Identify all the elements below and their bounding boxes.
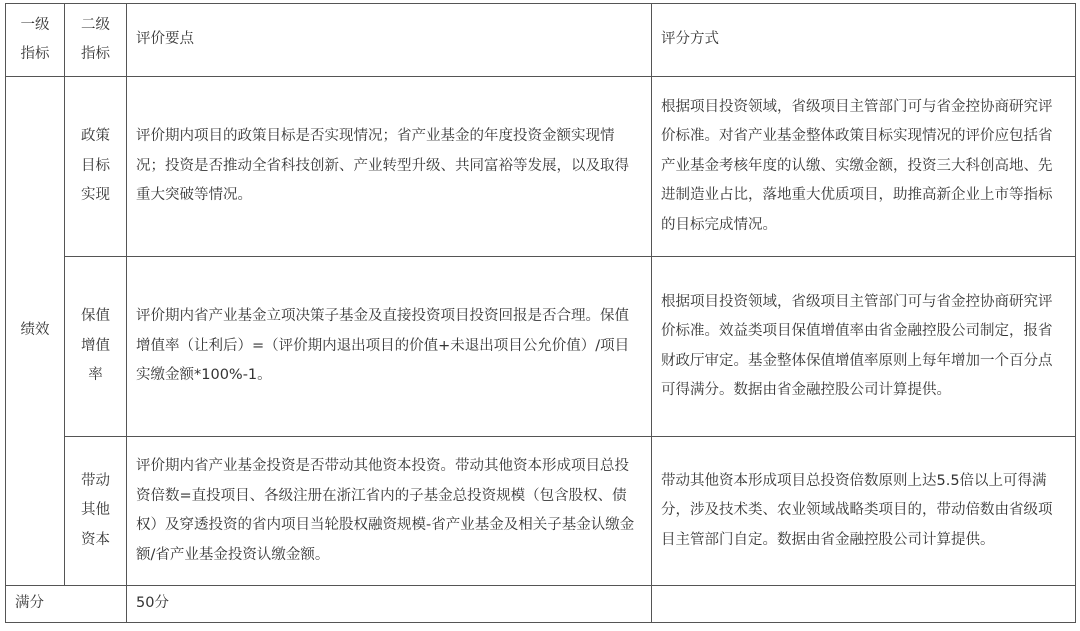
table-row bbox=[6, 437, 1076, 586]
header-level1: 一级 指标 bbox=[6, 4, 65, 77]
category-cell: 绩效 bbox=[6, 77, 65, 586]
evaluation-table bbox=[5, 3, 1076, 623]
table-row bbox=[6, 77, 1076, 257]
table-row bbox=[6, 257, 1076, 437]
header-row bbox=[6, 4, 1076, 77]
method-cell: 根据项目投资领域，省级项目主管部门可与省金控协商研究评价标准。对省产业基金整体政策目标实现情况的评价应包括省产业基金考核年度的认缴、实缴金额，投资三大科创高地、先进制造业占比，落地重大优质项目，助推高新企业上市等指标的目标完成情况。 bbox=[652, 77, 1076, 257]
full-score-method bbox=[652, 586, 1076, 623]
sub-indicator: 保值 增值 率 bbox=[65, 257, 127, 437]
full-score-label: 满分 bbox=[6, 586, 127, 623]
sub-indicator: 政策 目标 实现 bbox=[65, 77, 127, 257]
full-score-value: 50分 bbox=[127, 586, 652, 623]
points-cell: 评价期内省产业基金投资是否带动其他资本投资。带动其他资本形成项目总投资倍数=直投项目、各级注册在浙江省内的子基金总投资规模（包含股权、债权）及穿透投资的省内项目当轮股权融资规模-省产业基金及相关子基金认缴金额/省产业基金投资认缴金额。 bbox=[127, 437, 652, 586]
method-cell: 根据项目投资领域，省级项目主管部门可与省金控协商研究评价标准。效益类项目保值增值率由省金融控股公司制定，报省财政厅审定。基金整体保值增值率原则上每年增加一个百分点可得满分。数据由省金融控股公司计算提供。 bbox=[652, 257, 1076, 437]
method-cell: 带动其他资本形成项目总投资倍数原则上达5.5倍以上可得满分，涉及技术类、农业领域战略类项目的，带动倍数由省级项目主管部门自定。数据由省金融控股公司计算提供。 bbox=[652, 437, 1076, 586]
header-points: 评价要点 bbox=[127, 4, 652, 77]
header-level2: 二级 指标 bbox=[65, 4, 127, 77]
points-cell: 评价期内项目的政策目标是否实现情况；省产业基金的年度投资金额实现情况；投资是否推动全省科技创新、产业转型升级、共同富裕等发展，以及取得重大突破等情况。 bbox=[127, 77, 652, 257]
sub-indicator: 带动 其他 资本 bbox=[65, 437, 127, 586]
footer-row bbox=[6, 586, 1076, 623]
header-method: 评分方式 bbox=[652, 4, 1076, 77]
points-cell: 评价期内省产业基金立项决策子基金及直接投资项目投资回报是否合理。保值增值率（让利后）=（评价期内退出项目的价值+未退出项目公允价值）/项目实缴金额*100%-1。 bbox=[127, 257, 652, 437]
